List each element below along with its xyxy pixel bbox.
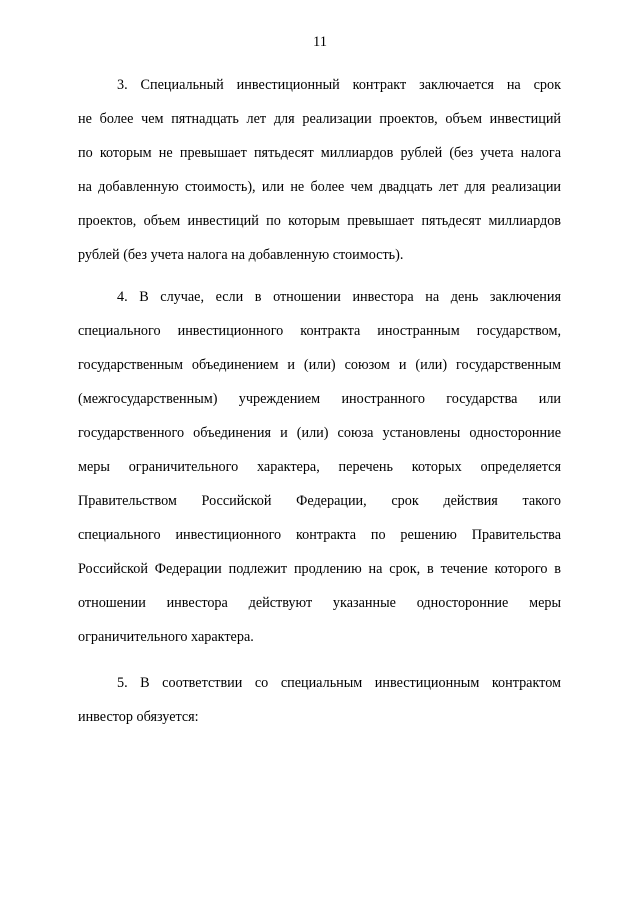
paragraph-3: [78, 68, 561, 272]
paragraph-spacer: [78, 272, 561, 280]
paragraph-line: ограничительного характера.: [78, 629, 254, 645]
paragraph-line: меры ограничительного характера, перечень которых определяется: [78, 459, 561, 475]
paragraph-line: Правительством Российской Федерации, срок действия такого: [78, 493, 561, 509]
paragraph-line: не более чем пятнадцать лет для реализации проектов, объем инвестиций: [78, 111, 561, 127]
paragraph-5: [78, 666, 561, 734]
paragraph-line: отношении инвестора действуют указанные односторонние меры: [78, 595, 561, 611]
paragraph-line: проектов, объем инвестиций по которым превышает пятьдесят миллиардов: [78, 213, 561, 229]
paragraph-4: [78, 280, 561, 654]
paragraph-line: (межгосударственным) учреждением иностранного государства или: [78, 391, 561, 407]
paragraph-line: Российской Федерации подлежит продлению на срок, в течение которого в: [78, 561, 561, 577]
paragraph-line: на добавленную стоимость), или не более чем двадцать лет для реализации: [78, 179, 561, 195]
paragraph-line: инвестор обязуется:: [78, 709, 199, 725]
paragraph-line: государственным объединением и (или) союзом и (или) государственным: [78, 357, 561, 373]
document-body: [78, 68, 561, 734]
paragraph-line: государственного объединения и (или) союза установлены односторонние: [78, 425, 561, 441]
paragraph-line: 3. Специальный инвестиционный контракт заключается на срок: [117, 77, 561, 93]
paragraph-spacer: [78, 654, 561, 666]
page-number: 11: [313, 34, 327, 50]
paragraph-line: специального инвестиционного контракта иностранным государством,: [78, 323, 561, 339]
paragraph-line: 5. В соответствии со специальным инвестиционным контрактом: [117, 675, 561, 691]
paragraph-line: специального инвестиционного контракта по решению Правительства: [78, 527, 561, 543]
paragraph-line: рублей (без учета налога на добавленную стоимость).: [78, 247, 404, 263]
paragraph-line: 4. В случае, если в отношении инвестора на день заключения: [117, 289, 561, 305]
paragraph-line: по которым не превышает пятьдесят миллиардов рублей (без учета налога: [78, 145, 561, 161]
